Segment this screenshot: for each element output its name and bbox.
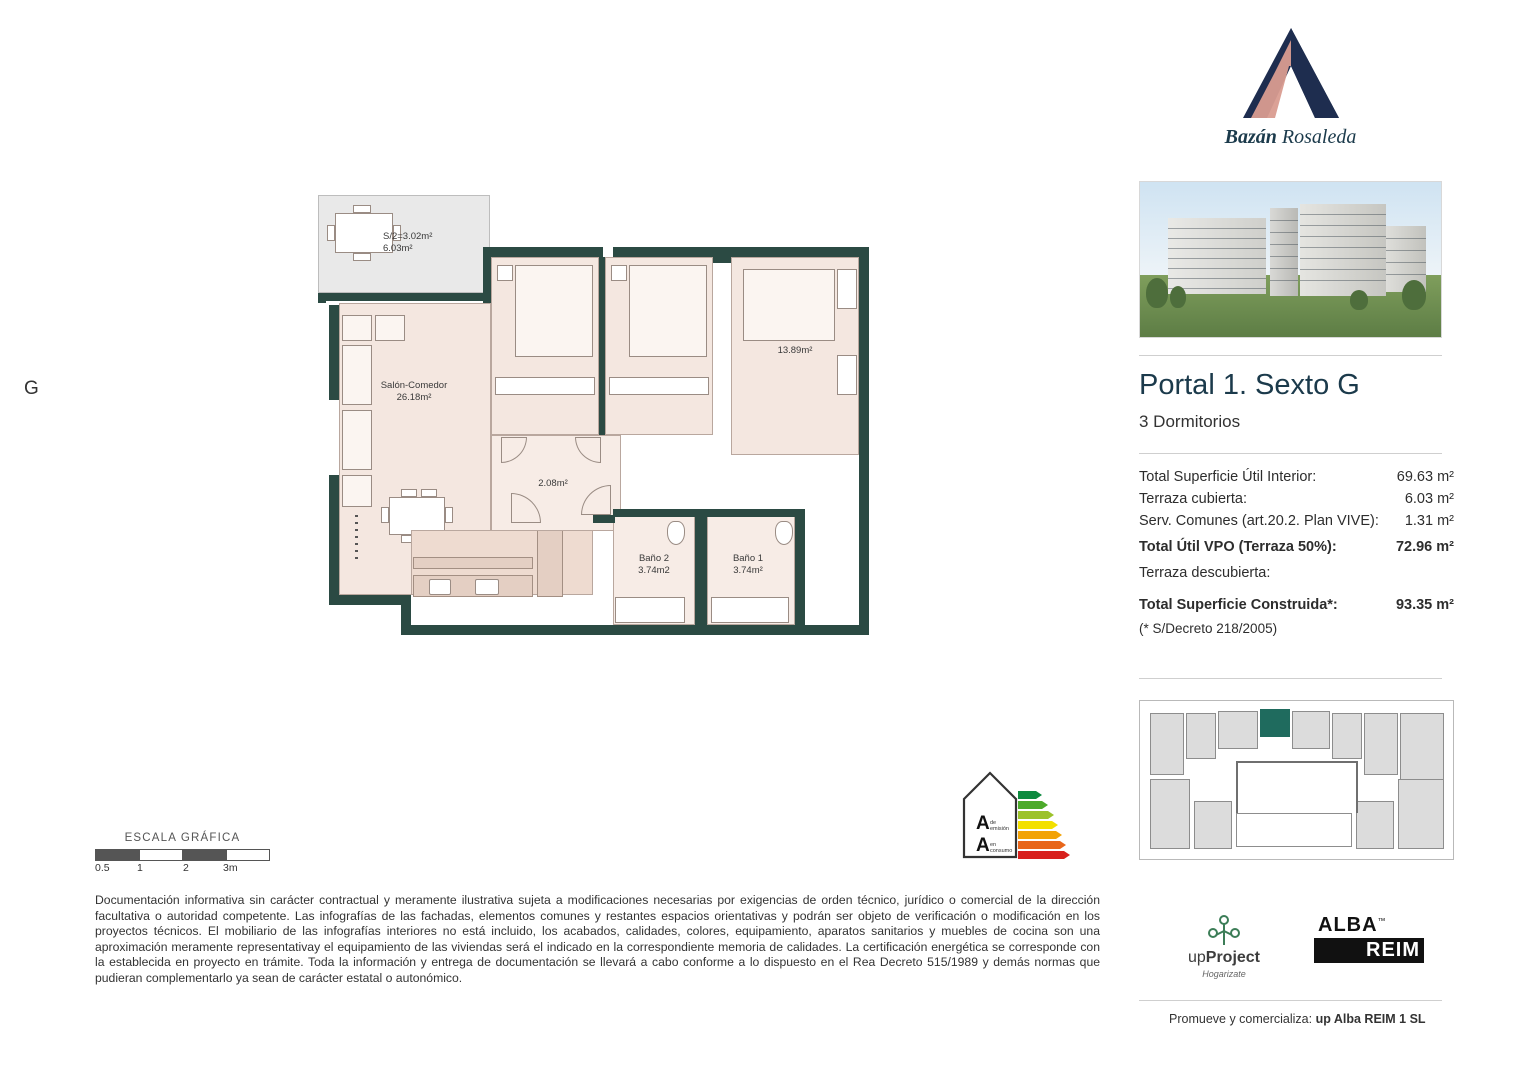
render-building-a bbox=[1168, 218, 1266, 294]
scale-ticks bbox=[95, 862, 270, 876]
render-building-b bbox=[1270, 208, 1298, 296]
wall-int-1 bbox=[599, 257, 605, 435]
kitchen-hob-icon bbox=[429, 579, 451, 595]
key-plan-highlight bbox=[1260, 709, 1290, 737]
side-table bbox=[342, 475, 372, 507]
upproject-name bbox=[1169, 949, 1279, 967]
wall-int-6 bbox=[593, 515, 615, 523]
spec-value-2: 1.31 m² bbox=[1404, 513, 1454, 529]
divider-1 bbox=[1139, 355, 1442, 356]
wall-right-main bbox=[859, 247, 869, 635]
albareim-bottom: REIM bbox=[1314, 938, 1424, 963]
divider-4 bbox=[1139, 1000, 1442, 1001]
building-render-image bbox=[1139, 181, 1442, 338]
upproject-tagline: Hogarizate bbox=[1202, 969, 1246, 979]
brand-logo bbox=[1231, 22, 1351, 122]
render-building-c bbox=[1300, 204, 1386, 296]
svg-text:en: en bbox=[990, 842, 997, 848]
info-panel bbox=[1139, 0, 1459, 1080]
nightstand-dorm3 bbox=[497, 265, 513, 281]
mountain-logo-icon bbox=[1231, 22, 1351, 122]
legal-disclaimer: Documentación informativa sin carácter contractual y meramente ilustrativa sujeta a modificaciones necesarias por exigencias de orden técnico, jurídico o comercial de la dirección facultativa o autoridad competente. Las infografías de las fachadas, elementos comunes y restantes espacios orientativas y podrán ser objeto de verificación o modificación en los proyectos técnicos. El mobiliario de las infografías interiores no está incluido, los acabados, calidades, colores, equipamiento, aparatos sanitarios y muebles de cocina son una aproximación meramente representativay el equipamiento de las viviendas será el indicado en la correspondiente memoria de calidades. La certificación energética se corresponde con la establecida en proyecto en trámite. Toda la información y entrega de documentación se llevará a cabo conforme a lo dispuesto en el Rea Decreto 515/1989 y demás normas que pudieran complementarlo ya sean de carácter estatal o autonómico. bbox=[95, 893, 1100, 985]
albareim-top-text: ALBA bbox=[1318, 914, 1378, 936]
floor-plan-drawing bbox=[313, 185, 888, 645]
toilet-bano1 bbox=[775, 521, 793, 545]
room-area-bano2: 3.74m2 bbox=[638, 565, 670, 576]
spec-row-terraza-cubierta bbox=[1139, 491, 1454, 513]
promoter-prefix: Promueve y comercializa: bbox=[1169, 1012, 1313, 1026]
spec-value-1: 6.03 m² bbox=[1404, 491, 1454, 507]
wardrobe-dorm1 bbox=[837, 269, 857, 309]
brand-name-1: Bazán bbox=[1224, 126, 1277, 148]
spec-label-3: Total Útil VPO (Terraza 50%): bbox=[1139, 539, 1337, 555]
dining-chair-1 bbox=[381, 507, 389, 523]
wall-top-mid bbox=[483, 247, 603, 257]
dining-chair-3 bbox=[401, 489, 417, 497]
shower-bano2 bbox=[615, 597, 685, 623]
kitchen-sink-icon bbox=[475, 579, 499, 595]
surface-specs bbox=[1139, 469, 1454, 636]
energy-house-icon bbox=[960, 765, 1070, 865]
svg-text:emisión: emisión bbox=[990, 826, 1009, 832]
page-subtitle: 3 Dormitorios bbox=[1139, 412, 1241, 431]
balcony-rail-dots bbox=[355, 515, 358, 563]
bed-dorm1 bbox=[743, 269, 835, 341]
upproject-logo bbox=[1169, 915, 1279, 979]
scale-tick-1: 1 bbox=[137, 862, 143, 874]
promoter-line bbox=[1169, 1012, 1426, 1026]
svg-text:de: de bbox=[990, 820, 997, 826]
scale-tick-3: 3m bbox=[223, 862, 238, 874]
scale-bar bbox=[95, 849, 270, 861]
spec-label-5: Total Superficie Construida*: bbox=[1139, 597, 1338, 613]
room-area-bano1: 3.74m² bbox=[733, 565, 763, 576]
scale-tick-0: 0.5 bbox=[95, 862, 110, 874]
svg-text:A: A bbox=[976, 813, 990, 834]
wall-bottom-left bbox=[339, 595, 401, 605]
wall-top-left bbox=[318, 293, 490, 301]
brand-name bbox=[1139, 126, 1442, 149]
room-label-bano2 bbox=[619, 553, 689, 577]
albareim-logo bbox=[1314, 913, 1424, 963]
upproject-mark-icon bbox=[1204, 915, 1244, 947]
albareim-top bbox=[1314, 913, 1424, 938]
wardrobe-dorm1-b bbox=[837, 355, 857, 395]
toilet-bano2 bbox=[667, 521, 685, 545]
albareim-tm: ™ bbox=[1377, 916, 1387, 926]
shower-bano1 bbox=[711, 597, 789, 623]
room-label-bano1 bbox=[711, 553, 785, 577]
spec-row-utilinterior bbox=[1139, 469, 1454, 491]
room-area-dorm1: 13.89m² bbox=[777, 345, 813, 356]
terrace-chair-4 bbox=[353, 253, 371, 261]
sofa-1 bbox=[342, 315, 372, 341]
dining-chair-2 bbox=[445, 507, 453, 523]
spec-label-0: Total Superficie Útil Interior: bbox=[1139, 469, 1317, 485]
spec-note: (* S/Decreto 218/2005) bbox=[1139, 621, 1278, 636]
page-title: Portal 1. Sexto G bbox=[1139, 369, 1360, 401]
energy-certificate-badge bbox=[960, 765, 1070, 865]
armchair-2 bbox=[342, 410, 372, 470]
room-area-salon: 26.18m² bbox=[396, 392, 432, 403]
dining-chair-4 bbox=[421, 489, 437, 497]
wall-left-upper bbox=[318, 293, 326, 303]
spec-value-3: 72.96 m² bbox=[1395, 539, 1454, 555]
spec-row-terraza-descubierta bbox=[1139, 565, 1454, 587]
kitchen-counter-top bbox=[413, 557, 533, 569]
wall-int-2 bbox=[713, 257, 731, 263]
nightstand-dorm2 bbox=[611, 265, 627, 281]
spec-row-serv-comunes bbox=[1139, 513, 1454, 535]
spec-label-2: Serv. Comunes (art.20.2. Plan VIVE): bbox=[1139, 513, 1379, 529]
scale-tick-2: 2 bbox=[183, 862, 189, 874]
spec-row-total-util-vpo bbox=[1139, 539, 1454, 561]
room-label-distribuidor bbox=[513, 478, 593, 490]
upproject-name-b: Project bbox=[1205, 949, 1261, 966]
wardrobe-dorm2 bbox=[609, 377, 709, 395]
wall-top-right bbox=[613, 247, 869, 257]
spec-row-total-construida bbox=[1139, 597, 1454, 619]
spec-value-0: 69.63 m² bbox=[1396, 469, 1454, 485]
svg-text:A: A bbox=[976, 835, 990, 856]
divider-3 bbox=[1139, 678, 1442, 679]
terrace-chair-3 bbox=[353, 205, 371, 213]
wall-int-5 bbox=[613, 509, 805, 517]
wall-left-lower bbox=[329, 475, 339, 605]
promoter-name: up Alba REIM 1 SL bbox=[1315, 1012, 1426, 1026]
key-plan-diagram bbox=[1139, 700, 1454, 860]
wall-left-main bbox=[329, 305, 339, 400]
room-area-distribuidor: 2.08m² bbox=[538, 478, 568, 489]
scale-title: ESCALA GRÁFICA bbox=[124, 832, 241, 844]
spec-label-1: Terraza cubierta: bbox=[1139, 491, 1247, 507]
armchair-1 bbox=[342, 345, 372, 405]
bed-dorm3 bbox=[515, 265, 593, 357]
terrace-label-line1: S/2=3.02m² bbox=[383, 231, 433, 242]
terrace-label-line2: 6.03m² bbox=[383, 243, 413, 254]
graphic-scale bbox=[95, 832, 270, 876]
terrace-chair-1 bbox=[327, 225, 335, 241]
partner-logos bbox=[1139, 905, 1454, 985]
spec-label-4: Terraza descubierta: bbox=[1139, 565, 1271, 581]
brand-name-2: Rosaleda bbox=[1281, 126, 1357, 148]
room-name-bano2: Baño 2 bbox=[638, 553, 670, 564]
divider-2 bbox=[1139, 453, 1442, 454]
unit-letter: G bbox=[24, 378, 39, 399]
wardrobe-dorm3 bbox=[495, 377, 595, 395]
wall-bottom-main bbox=[401, 625, 869, 635]
sofa-2 bbox=[375, 315, 405, 341]
room-name-bano1: Baño 1 bbox=[732, 553, 764, 564]
room-name-salon: Salón-Comedor bbox=[380, 380, 448, 391]
svg-text:consumo: consumo bbox=[990, 848, 1013, 854]
wall-int-3 bbox=[695, 515, 707, 625]
spec-value-5: 93.35 m² bbox=[1395, 597, 1454, 613]
brand-block bbox=[1139, 22, 1442, 149]
bed-dorm2 bbox=[629, 265, 707, 357]
upproject-name-a: up bbox=[1187, 949, 1206, 966]
wall-int-4 bbox=[795, 515, 805, 625]
